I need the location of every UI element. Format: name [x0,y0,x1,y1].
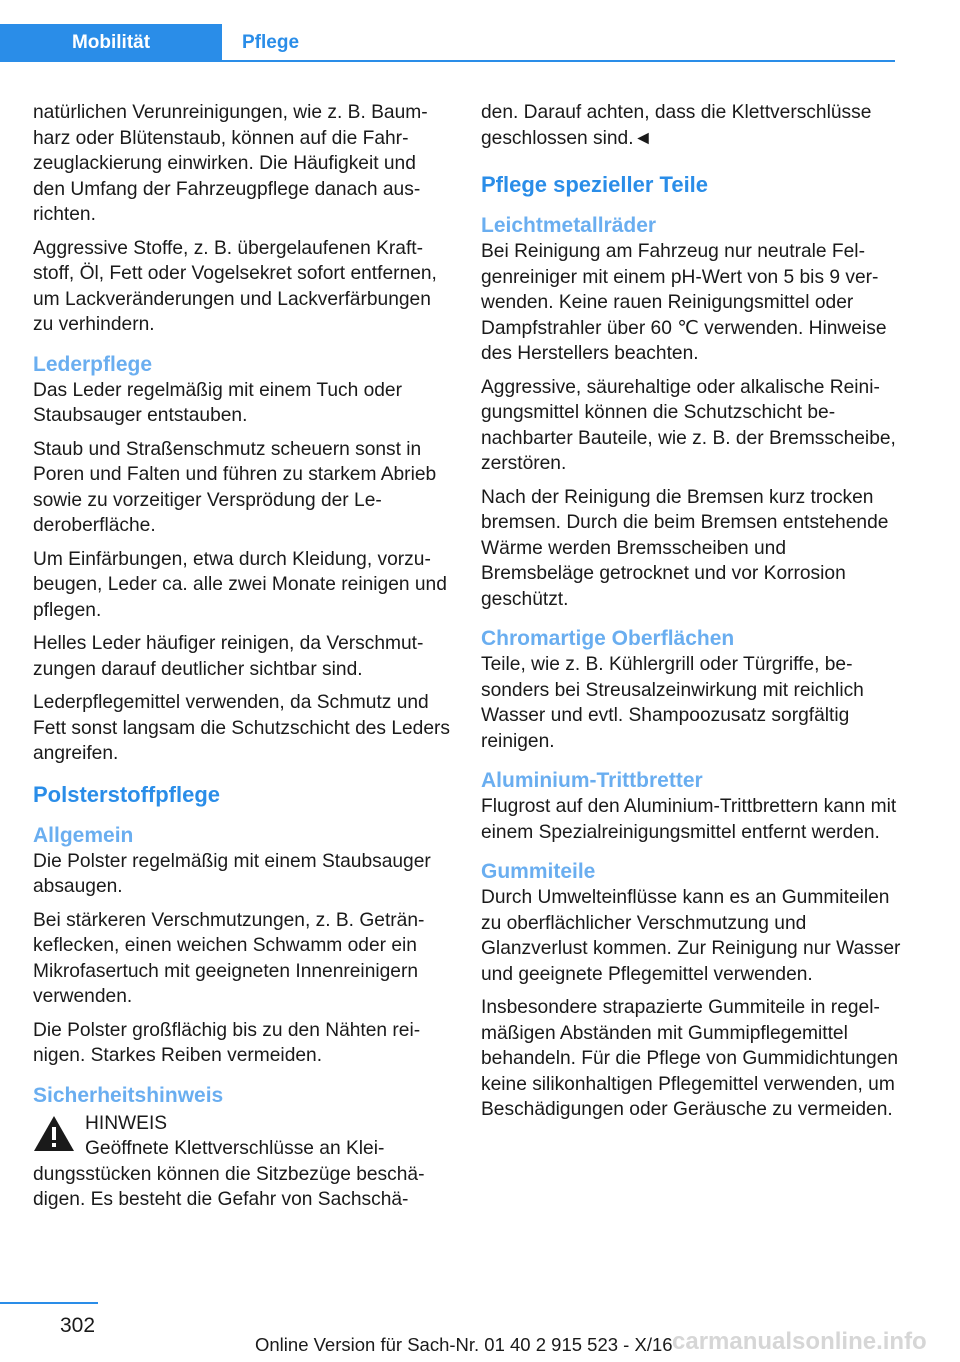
subheading-gummiteile: Gummiteile [481,860,596,883]
tab-pflege[interactable]: Pflege [242,32,300,53]
paragraph: natürlichen Verunreinigungen, wie z. B. Baumharz oder Blütenstaub, können auf die Fahrzeuglackierung einwirken. Die Häufigkeit und den Umfang der Fahrzeugpflege danach ausrichten. [33,102,428,225]
warning-triangle-icon [33,1115,75,1153]
warning-text-continued: den. Darauf achten, dass die Klettverschlüsse geschlossen sind.◄ [481,102,872,149]
header-tabbar [0,24,895,62]
paragraph: Das Leder regelmäßig mit einem Tuch oder Staubsauger entstauben. [33,379,402,426]
paragraph: Die Polster großflächig bis zu den Nähten reinigen. Starkes Reiben vermeiden. [33,1019,421,1066]
watermark: carmanualsonline.info [672,1328,927,1355]
paragraph: Aggressive Stoffe, z. B. übergelaufenen Kraftstoff, Öl, Fett oder Vogelsekret sofort entfernen, um Lackveränderungen und Lackverfärbungen zu verhindern. [33,237,437,335]
paragraph: Aggressive, säurehaltige oder alkalische Reinigungsmittel können die Schutzschicht benachbarter Bauteile, wie z. B. der Bremsscheibe, zerstören. [481,376,896,474]
subheading-aluminium-trittbretter: Aluminium-Trittbretter [481,769,703,792]
paragraph: Durch Umwelteinflüsse kann es an Gummiteilen zu oberflächlicher Verschmutzung und Glanzverlust kommen. Zur Reinigung nur Wasser und geeignete Pflegemittel verwenden. [481,887,901,985]
footer-rule [0,1302,98,1304]
subheading-sicherheitshinweis: Sicherheitshinweis [33,1083,224,1107]
header-rule [222,60,895,62]
right-column [481,100,901,1131]
paragraph: Die Polster regelmäßig mit einem Staubsauger absaugen. [33,850,431,897]
subheading-chromartige-oberflaechen: Chromartige Oberflächen [481,627,735,650]
subheading-allgemein: Allgemein [33,823,134,847]
left-column [33,100,453,1221]
paragraph: Teile, wie z. B. Kühlergrill oder Türgriffe, besonders bei Streusalzeinwirkung mit reichlich Wasser und evtl. Shampoozusatz sorgfältig reinigen. [481,654,864,752]
page-number: 302 [60,1314,96,1337]
paragraph: Helles Leder häufiger reinigen, da Verschmutzungen darauf deutlicher sichtbar sind. [33,633,424,680]
online-version-note: Online Version für Sach-Nr. 01 40 2 915 523 - X/16 [255,1334,673,1355]
subheading-leichtmetallraeder: Leichtmetallräder [481,214,657,237]
warning-text [33,1136,453,1213]
paragraph: Bei stärkeren Verschmutzungen, z. B. Getränkeflecken, einen weichen Schwamm oder ein Mikrofasertuch mit geeigneten Innenreinigern verwenden. [33,909,425,1007]
paragraph: Insbesondere strapazierte Gummiteile in regelmäßigen Abständen mit Gummipflegemittel behandeln. Für die Pflege von Gummidichtungen keine silikonhaltigen Pflegemittel verwenden, um Beschädigungen oder Geräusche zu vermeiden. [481,997,899,1120]
paragraph: Um Einfärbungen, etwa durch Kleidung, vorzubeugen, Leder ca. alle zwei Monate reinigen und pflegen. [33,548,447,621]
paragraph: Staub und Straßenschmutz scheuern sonst in Poren und Falten und führen zu starkem Abrieb sowie zu vorzeitiger Versprödung der Lederoberfläche. [33,438,437,536]
tab-mobilitaet[interactable]: Mobilität [0,24,222,62]
paragraph: Lederpflegemittel verwenden, da Schmutz und Fett sonst langsam die Schutzschicht des Leders angreifen. [33,692,451,764]
warning-notice [33,1111,453,1213]
paragraph: Bei Reinigung am Fahrzeug nur neutrale Felgenreiniger mit einem pH-Wert von 5 bis 9 verwenden. Keine rauen Reinigungsmittel oder Dampfstrahler über 60 ℃ verwenden. Hinweise des Herstellers beachten. [481,241,887,364]
paragraph: Flugrost auf den Aluminium-Trittbrettern kann mit einem Spezialreinigungsmittel entfernt werden. [481,796,897,843]
section-heading-pflege-spezieller-teile: Pflege spezieller Teile [481,172,709,197]
warning-text-content: Geöffnete Klettverschlüsse an Kleidungsstücken können die Sitzbezüge beschädigen. Es besteht die Gefahr von Sachschä- [33,1138,425,1210]
section-heading-lederpflege: Lederpflege [33,352,153,376]
section-heading-polsterstoffpflege: Polsterstoffpflege [33,781,221,807]
paragraph: Nach der Reinigung die Bremsen kurz trocken bremsen. Durch die beim Bremsen entstehende Wärme werden Bremsscheiben und Bremsbeläge getrocknet und vor Korrosion geschützt. [481,486,889,610]
warning-title: HINWEIS [85,1112,168,1134]
